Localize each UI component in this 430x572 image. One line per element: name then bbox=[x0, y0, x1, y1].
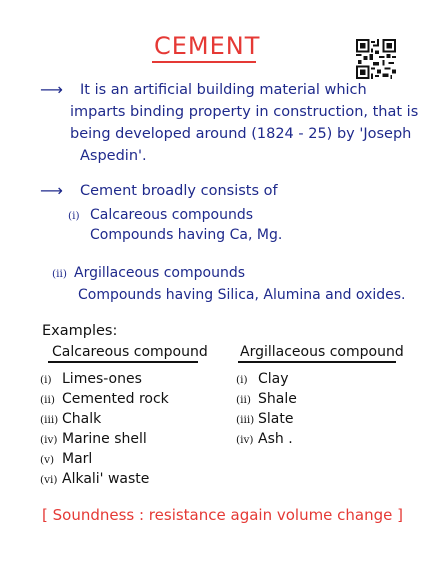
title-underline bbox=[152, 61, 256, 63]
consists-item-2-title: Argillaceous compounds bbox=[74, 265, 245, 281]
qr-code-icon bbox=[356, 39, 396, 79]
intro-line-1: It is an artificial building material which bbox=[80, 82, 367, 98]
consists-item-1-title: Calcareous compounds bbox=[90, 207, 254, 223]
intro-line-2: imparts binding property in construction, that is bbox=[70, 104, 419, 120]
list-item-text: Slate bbox=[258, 411, 294, 427]
list-label: (vi) bbox=[40, 474, 58, 486]
intro-line-3: being developed around (1824 - 25) by 'Joseph bbox=[70, 126, 412, 142]
list-label: (iii) bbox=[236, 414, 255, 426]
arrow-icon: ⟶ bbox=[40, 181, 63, 200]
argillaceous-list-item bbox=[236, 388, 297, 407]
list-label: (v) bbox=[40, 454, 55, 466]
list-item-text: Shale bbox=[258, 391, 297, 407]
examples-heading: Examples: bbox=[42, 323, 118, 339]
list-label: (i) bbox=[236, 374, 248, 386]
list-item-text: Marl bbox=[62, 451, 93, 467]
page-title: CEMENT bbox=[154, 32, 261, 60]
argillaceous-list-item bbox=[236, 368, 289, 387]
calcareous-list-item bbox=[40, 428, 147, 447]
calcareous-list-item bbox=[40, 368, 142, 387]
list-item-text: Ash . bbox=[258, 431, 293, 447]
list-item-text: Cemented rock bbox=[62, 391, 169, 407]
calcareous-list-item bbox=[40, 448, 92, 467]
list-label: (ii) bbox=[40, 394, 55, 406]
calcareous-list-item bbox=[40, 408, 101, 427]
list-item-text: Alkali' waste bbox=[62, 471, 150, 487]
arrow-icon: ⟶ bbox=[40, 80, 63, 99]
consists-item-2 bbox=[52, 265, 245, 281]
calcareous-underline bbox=[48, 361, 198, 363]
list-label: (iv) bbox=[236, 434, 254, 446]
list-label: (ii) bbox=[236, 394, 251, 406]
list-label: (i) bbox=[40, 374, 52, 386]
consists-item-2-desc: Compounds having Silica, Alumina and oxides. bbox=[78, 287, 406, 303]
consists-heading: Cement broadly consists of bbox=[80, 183, 278, 199]
list-label: (iv) bbox=[40, 434, 58, 446]
list-item-text: Limes-ones bbox=[62, 371, 142, 387]
list-label: (ii) bbox=[52, 268, 67, 280]
list-item-text: Chalk bbox=[62, 411, 102, 427]
intro-line-4: Aspedin'. bbox=[80, 148, 147, 164]
soundness-note: [ Soundness : resistance again volume change ] bbox=[42, 506, 404, 524]
list-item-text: Clay bbox=[258, 371, 289, 387]
consists-item-1 bbox=[68, 207, 253, 223]
list-label: (iii) bbox=[40, 414, 59, 426]
consists-item-1-desc: Compounds having Ca, Mg. bbox=[90, 227, 283, 243]
argillaceous-list-item bbox=[236, 408, 293, 427]
argillaceous-list-item bbox=[236, 428, 293, 447]
calcareous-list-item bbox=[40, 468, 149, 487]
list-item-text: Marine shell bbox=[62, 431, 147, 447]
list-label: (i) bbox=[68, 210, 80, 222]
argillaceous-underline bbox=[238, 361, 396, 363]
argillaceous-column-title: Argillaceous compound bbox=[240, 344, 404, 360]
calcareous-column-title: Calcareous compound bbox=[52, 344, 208, 360]
calcareous-list-item bbox=[40, 388, 169, 407]
